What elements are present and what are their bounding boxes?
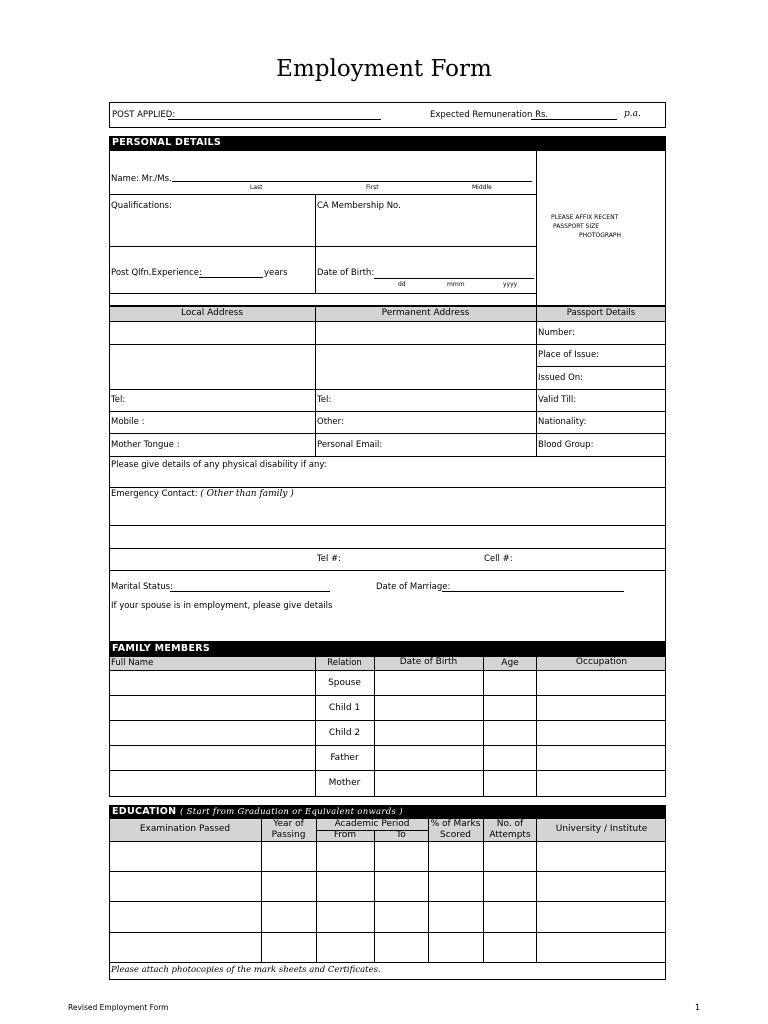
edu-col-from: From bbox=[333, 830, 357, 840]
education-table bbox=[109, 818, 666, 980]
yyyy-caption: yyyy bbox=[503, 281, 518, 288]
family-relation-father: Father bbox=[330, 753, 359, 763]
dd-caption: dd bbox=[398, 281, 406, 288]
additional-details-box bbox=[109, 456, 666, 642]
edu-col-marks-2: Scored bbox=[440, 830, 471, 840]
family-table bbox=[109, 656, 666, 797]
photo-instruction-1: PLEASE AFFIX RECENT bbox=[551, 214, 619, 221]
dob-label: Date of Birth: bbox=[317, 268, 375, 278]
marital-status-field[interactable] bbox=[170, 591, 330, 592]
edu-col-period: Academic Period bbox=[334, 819, 410, 829]
local-address-header: Local Address bbox=[180, 308, 244, 318]
post-applied-field[interactable] bbox=[168, 119, 381, 120]
footer-page-number: 1 bbox=[695, 1003, 701, 1012]
local-tel-label: Tel: bbox=[111, 395, 126, 405]
first-name-caption: First bbox=[366, 184, 379, 191]
family-col-occupation: Occupation bbox=[575, 657, 628, 667]
name-field[interactable] bbox=[172, 181, 532, 182]
family-col-full-name: Full Name bbox=[111, 658, 154, 668]
years-label: years bbox=[264, 268, 288, 278]
family-relation-spouse: Spouse bbox=[328, 678, 361, 688]
personal-details-header: PERSONAL DETAILS bbox=[109, 136, 666, 150]
place-of-issue-label: Place of Issue: bbox=[538, 350, 600, 360]
name-label: Name: Mr./Ms. bbox=[111, 174, 172, 184]
expected-remuneration-label: Expected Remuneration Rs. bbox=[430, 110, 549, 120]
issued-on-label: Issued On: bbox=[538, 373, 584, 383]
education-header-text: EDUCATION bbox=[112, 806, 181, 817]
family-col-relation: Relation bbox=[327, 658, 362, 668]
marital-status-label: Marital Status: bbox=[111, 582, 173, 592]
post-applied-label: POST APPLIED: bbox=[112, 110, 176, 120]
emergency-contact-note: ( Other than family ) bbox=[200, 489, 294, 499]
edu-col-attempts-2: Attempts bbox=[489, 830, 531, 840]
spouse-employment-note: If your spouse is in employment, please give details bbox=[111, 601, 333, 611]
blood-group-label: Blood Group: bbox=[538, 440, 594, 450]
emergency-contact-label bbox=[111, 490, 294, 499]
photo-instruction-3: PHOTOGRAPH bbox=[579, 232, 622, 239]
dob-field[interactable] bbox=[374, 278, 534, 279]
personal-email-label: Personal Email: bbox=[317, 440, 383, 450]
last-name-caption: Last bbox=[250, 184, 263, 191]
qualifications-label: Qualifications: bbox=[111, 201, 172, 211]
middle-name-caption: Middle bbox=[472, 184, 492, 191]
education-header bbox=[109, 805, 666, 818]
emergency-tel-label: Tel #: bbox=[317, 554, 342, 564]
education-attachment-note: Please attach photocopies of the mark sheets and Certificates. bbox=[111, 965, 381, 975]
family-col-age: Age bbox=[501, 658, 519, 668]
footer-form-name: Revised Employment Form bbox=[68, 1003, 169, 1012]
mmm-caption: mmm bbox=[447, 281, 465, 288]
family-relation-mother: Mother bbox=[328, 778, 361, 788]
disability-label: Please give details of any physical disability if any: bbox=[111, 460, 327, 470]
page-title: Employment Form bbox=[276, 56, 492, 82]
passport-number-label: Number: bbox=[538, 328, 575, 338]
other-label: Other: bbox=[317, 417, 344, 427]
passport-details-header: Passport Details bbox=[566, 308, 636, 318]
edu-col-to: To bbox=[396, 830, 406, 840]
post-qualification-experience-label: Post Qlfn.Experience: bbox=[111, 268, 202, 278]
emergency-contact-text: Emergency Contact: bbox=[111, 489, 201, 499]
permanent-address-header: Permanent Address bbox=[381, 308, 470, 318]
edu-col-year-2: Passing bbox=[271, 830, 306, 840]
mobile-label: Mobile : bbox=[111, 417, 145, 427]
family-relation-child1: Child 1 bbox=[328, 703, 361, 713]
post-applied-box bbox=[109, 102, 666, 128]
photo-instruction-2: PASSPORT SIZE bbox=[553, 223, 600, 230]
edu-col-attempts-1: No. of bbox=[496, 819, 524, 829]
nationality-label: Nationality: bbox=[538, 417, 587, 427]
edu-col-marks-1: % of Marks bbox=[430, 819, 481, 829]
date-of-marriage-label: Date of Marriage: bbox=[376, 582, 451, 592]
experience-field[interactable] bbox=[199, 277, 263, 278]
edu-col-exam: Examination Passed bbox=[139, 824, 231, 834]
permanent-tel-label: Tel: bbox=[317, 395, 332, 405]
date-of-marriage-field[interactable] bbox=[442, 591, 624, 592]
edu-col-university: University / Institute bbox=[555, 824, 648, 834]
family-members-header: FAMILY MEMBERS bbox=[109, 642, 666, 656]
per-annum-label: p.a. bbox=[624, 109, 641, 119]
education-header-note: ( Start from Graduation or Equivalent onwards ) bbox=[180, 807, 403, 817]
ca-membership-label: CA Membership No. bbox=[317, 201, 401, 211]
family-relation-child2: Child 2 bbox=[328, 728, 361, 738]
expected-remuneration-field[interactable] bbox=[531, 119, 617, 120]
mother-tongue-label: Mother Tongue : bbox=[111, 440, 180, 450]
edu-col-year-1: Year of bbox=[273, 819, 304, 829]
family-col-dob: Date of Birth bbox=[399, 657, 458, 667]
valid-till-label: Valid Till: bbox=[538, 395, 577, 405]
emergency-cell-label: Cell #: bbox=[484, 554, 513, 564]
